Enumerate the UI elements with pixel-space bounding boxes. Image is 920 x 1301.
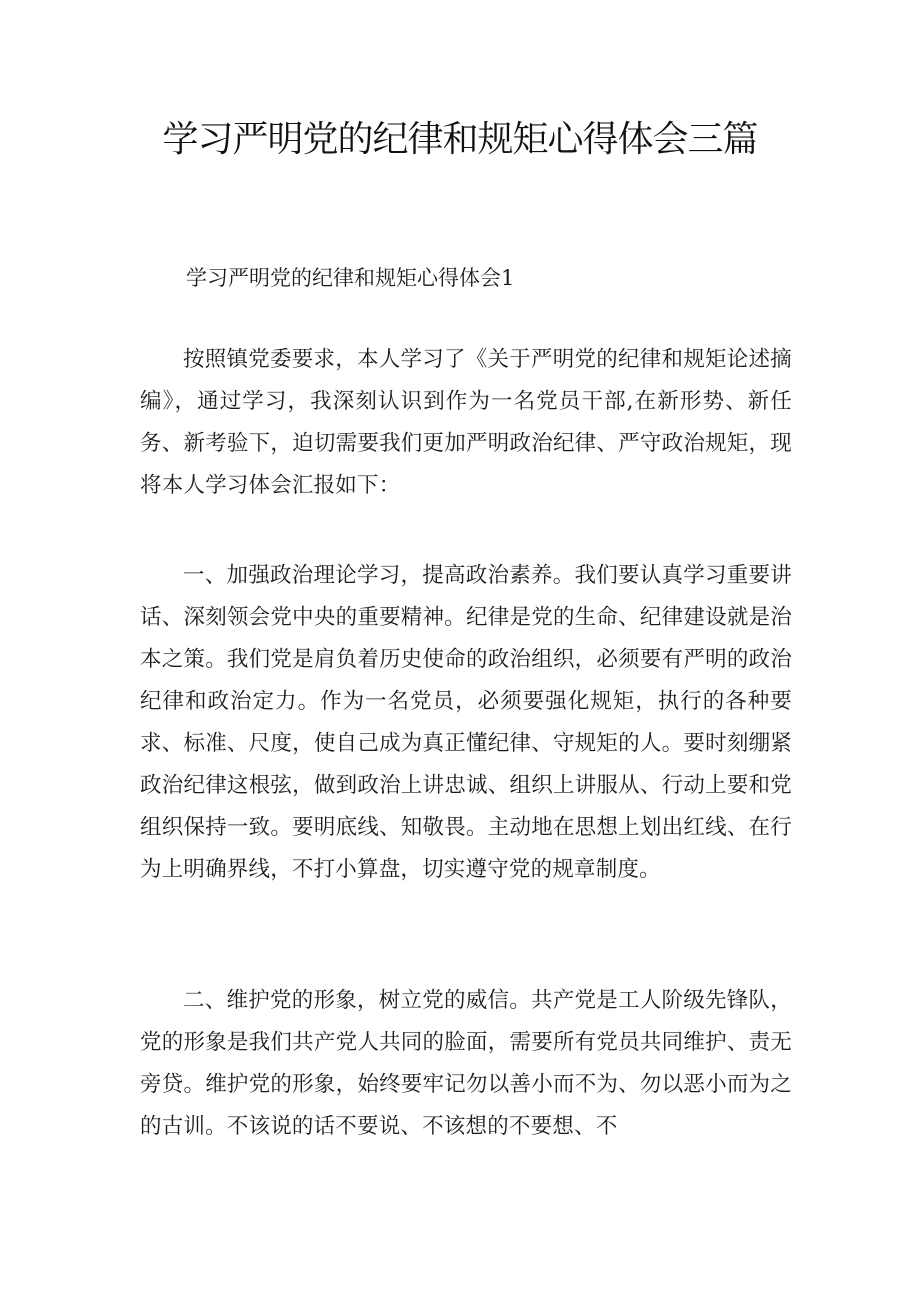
section-heading: 学习严明党的纪律和规矩心得体会1: [186, 266, 515, 290]
body-paragraph: 二、维护党的形象，树立党的威信。共产党是工人阶级先锋队，党的形象是我们共产党人共同的脸面，需要所有党员共同维护、责无旁贷。维护党的形象，始终要牢记勿以善小而不为、勿以恶小而为之的古训。不该说的话不要说、不该想的不要想、不: [140, 988, 792, 1139]
body-paragraph: 一、加强政治理论学习，提高政治素养。我们要认真学习重要讲话、深刻领会党中央的重要精神。纪律是党的生命、纪律建设就是治本之策。我们党是肩负着历史使命的政治组织，必须要有严明的政治纪律和政治定力。作为一名党员，必须要强化规矩，执行的各种要求、标准、尺度，使自己成为真正懂纪律、守规矩的人。要时刻绷紧政治纪律这根弦，做到政治上讲忠诚、组织上讲服从、行动上要和党组织保持一致。要明底线、知敬畏。主动地在思想上划出红线、在行为上明确界线，不打小算盘，切实遵守党的规章制度。: [140, 563, 792, 882]
document-title: 学习严明党的纪律和规矩心得体会三篇: [162, 119, 758, 160]
body-paragraph: 按照镇党委要求，本人学习了《关于严明党的纪律和规矩论述摘编》，通过学习，我深刻认识到作为一名党员干部,在新形势、新任务、新考验下，迫切需要我们更加严明政治纪律、严守政治规矩，现将本人学习体会汇报如下：: [140, 347, 792, 498]
